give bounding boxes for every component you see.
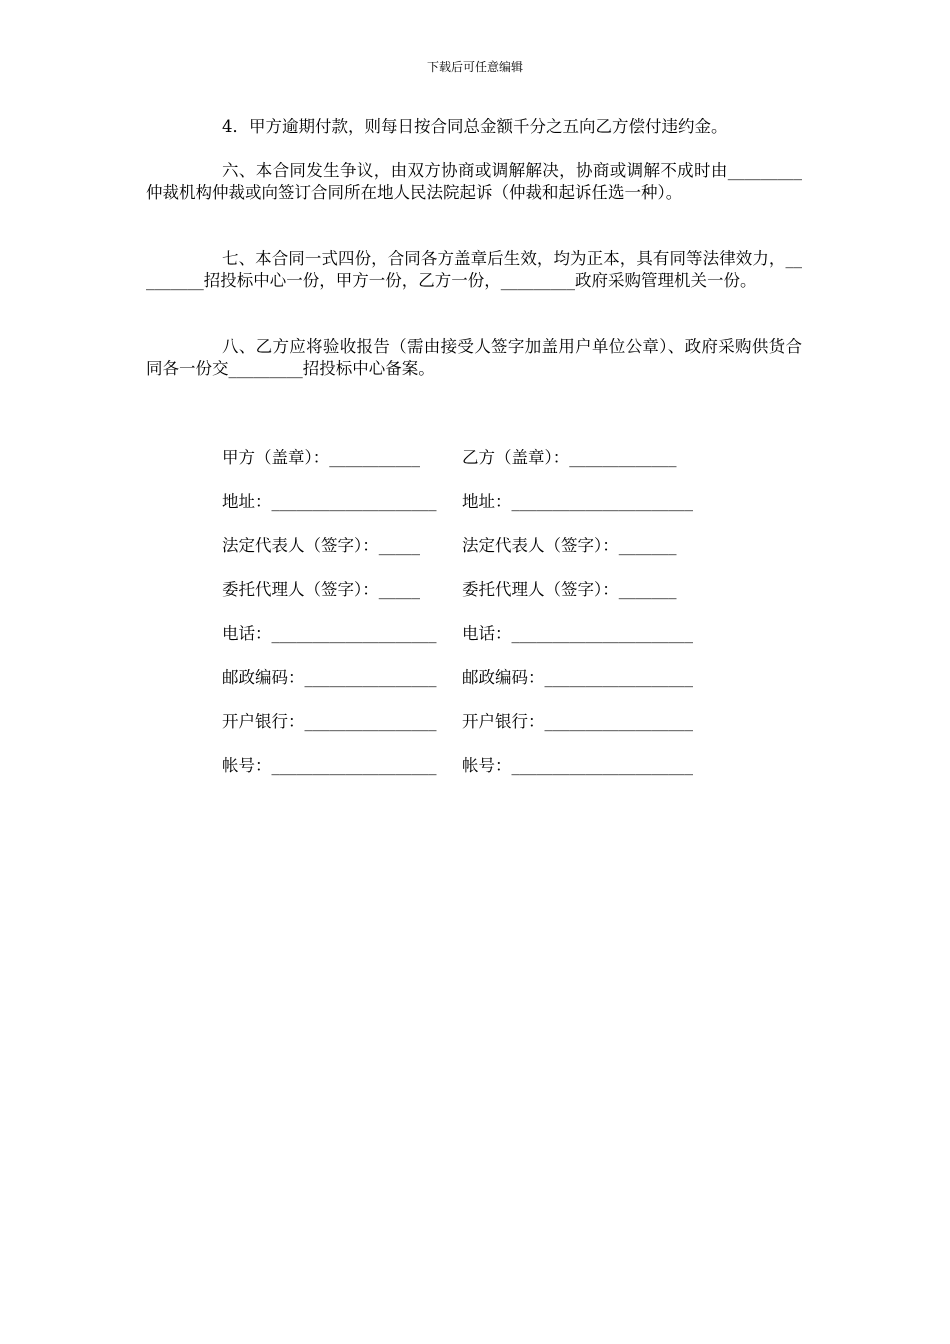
party-a-address-field: 地址：____________________ <box>222 492 437 511</box>
party-b-account-field: 帐号：______________________ <box>462 756 693 775</box>
party-a-seal-field: 甲方（盖章）：___________ <box>222 448 420 467</box>
party-a-phone-field: 电话：____________________ <box>222 624 437 643</box>
party-b-phone-field: 电话：______________________ <box>462 624 693 643</box>
signature-row-postcode <box>222 666 742 690</box>
party-b-seal-field: 乙方（盖章）：_____________ <box>462 448 677 467</box>
party-b-legal-rep-field: 法定代表人（签字）：_______ <box>462 536 677 555</box>
party-b-bank-field: 开户银行：__________________ <box>462 712 693 731</box>
party-a-bank-field: 开户银行：________________ <box>222 712 437 731</box>
signature-row-seal <box>222 446 742 470</box>
signature-row-legal-rep <box>222 534 742 558</box>
signature-row-bank <box>222 710 742 734</box>
download-edit-note: 下载后可任意编辑 <box>426 60 523 74</box>
party-a-legal-rep-field: 法定代表人（签字）：_____ <box>222 536 420 555</box>
party-b-agent-field: 委托代理人（签字）：_______ <box>462 580 677 599</box>
signature-row-address <box>222 490 742 514</box>
clause-acceptance-report: 八、乙方应将验收报告（需由接受人签字加盖用户单位公章）、政府采购供货合同各一份交_________招投标中心备案。 <box>146 337 802 378</box>
clause-copies: 七、本合同一式四份，合同各方盖章后生效，均为正本，具有同等法律效力，_________招投标中心一份，甲方一份，乙方一份，_________政府采购管理机关一份。 <box>146 249 802 290</box>
clause-late-payment: 4．甲方逾期付款，则每日按合同总金额千分之五向乙方偿付违约金。 <box>222 117 728 136</box>
party-b-address-field: 地址：______________________ <box>462 492 693 511</box>
signature-row-phone <box>222 622 742 646</box>
party-b-postcode-field: 邮政编码：__________________ <box>462 668 693 687</box>
party-a-agent-field: 委托代理人（签字）：_____ <box>222 580 420 599</box>
signature-row-account <box>222 754 742 778</box>
party-a-account-field: 帐号：____________________ <box>222 756 437 775</box>
signature-row-agent <box>222 578 742 602</box>
party-a-postcode-field: 邮政编码：________________ <box>222 668 437 687</box>
clause-dispute: 六、本合同发生争议，由双方协商或调解解决，协商或调解不成时由_________仲裁机构仲裁或向签订合同所在地人民法院起诉（仲裁和起诉任选一种）。 <box>146 161 802 202</box>
